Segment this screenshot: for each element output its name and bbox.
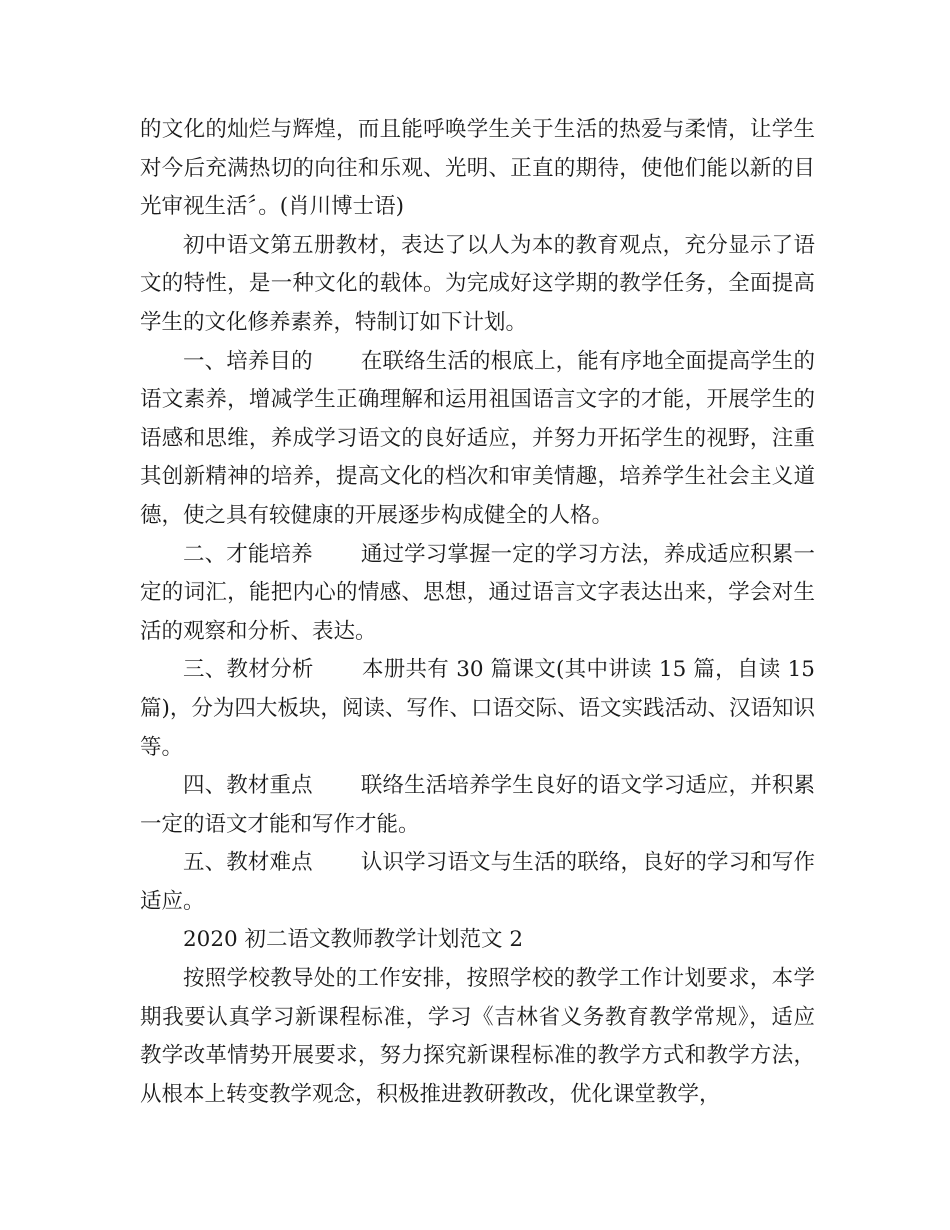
section-heading: 三、教材分析 — [183, 657, 314, 683]
section-body: 联络生活培养学生良好的语文学习适应，并积累一定的语文才能和写作才能。 — [140, 773, 815, 837]
sample-subtitle: 2020 初二语文教师教学计划范文 2 — [183, 927, 524, 953]
section-heading: 一、培养目的 — [183, 348, 313, 374]
section-body: 本册共有 30 篇课文(其中讲读 15 篇，自读 15 篇)，分为四大板块，阅读、写作、口语交际、语文实践活动、汉语知识等。 — [140, 657, 815, 760]
document-body — [140, 111, 815, 1114]
section-training-goal — [140, 343, 815, 536]
section-body: 在联络生活的根底上，能有序地全面提高学生的语文素养，增减学生正确理解和运用祖国语言文字的才能，开展学生的语感和思维，养成学习语文的良好适应，并努力开拓学生的视野，注重其创新精神的培养，提高文化的档次和审美情趣，培养学生社会主义道德，使之具有较健康的开展逐步构成健全的人格。 — [140, 348, 815, 528]
section-textbook-analysis — [140, 651, 815, 767]
section-heading: 四、教材重点 — [183, 773, 313, 799]
section-heading: 二、才能培养 — [183, 541, 313, 567]
section-body: 认识学习语文与生活的联络，良好的学习和写作适应。 — [140, 850, 815, 914]
intro-quote-paragraph: 的文化的灿烂与辉煌，而且能呼唤学生关于生活的热爱与柔情，让学生对今后充满热切的向往和乐观、光明、正直的期待，使他们能以新的目光审视生活〞。(肖川博士语) — [140, 117, 815, 220]
section-difficulties — [140, 844, 815, 921]
textbook-overview-paragraph: 初中语文第五册教材，表达了以人为本的教育观点，充分显示了语文的特性，是一种文化的载体。为完成好这学期的教学任务，全面提高学生的文化修养素养，特制订如下计划。 — [140, 232, 815, 335]
section-skill-training — [140, 536, 815, 652]
section-key-points — [140, 767, 815, 844]
closing-paragraph: 按照学校教导处的工作安排，按照学校的教学工作计划要求，本学期我要认真学习新课程标准，学习《吉林省义务教育教学常规》，适应教学改革情势开展要求，努力探究新课程标准的教学方式和教学方法，从根本上转变教学观念，积极推进教研教改，优化课堂教学， — [140, 966, 815, 1107]
section-heading: 五、教材难点 — [183, 850, 313, 876]
section-body: 通过学习掌握一定的学习方法，养成适应积累一定的词汇，能把内心的情感、思想，通过语言文字表达出来，学会对生活的观察和分析、表达。 — [140, 541, 815, 644]
